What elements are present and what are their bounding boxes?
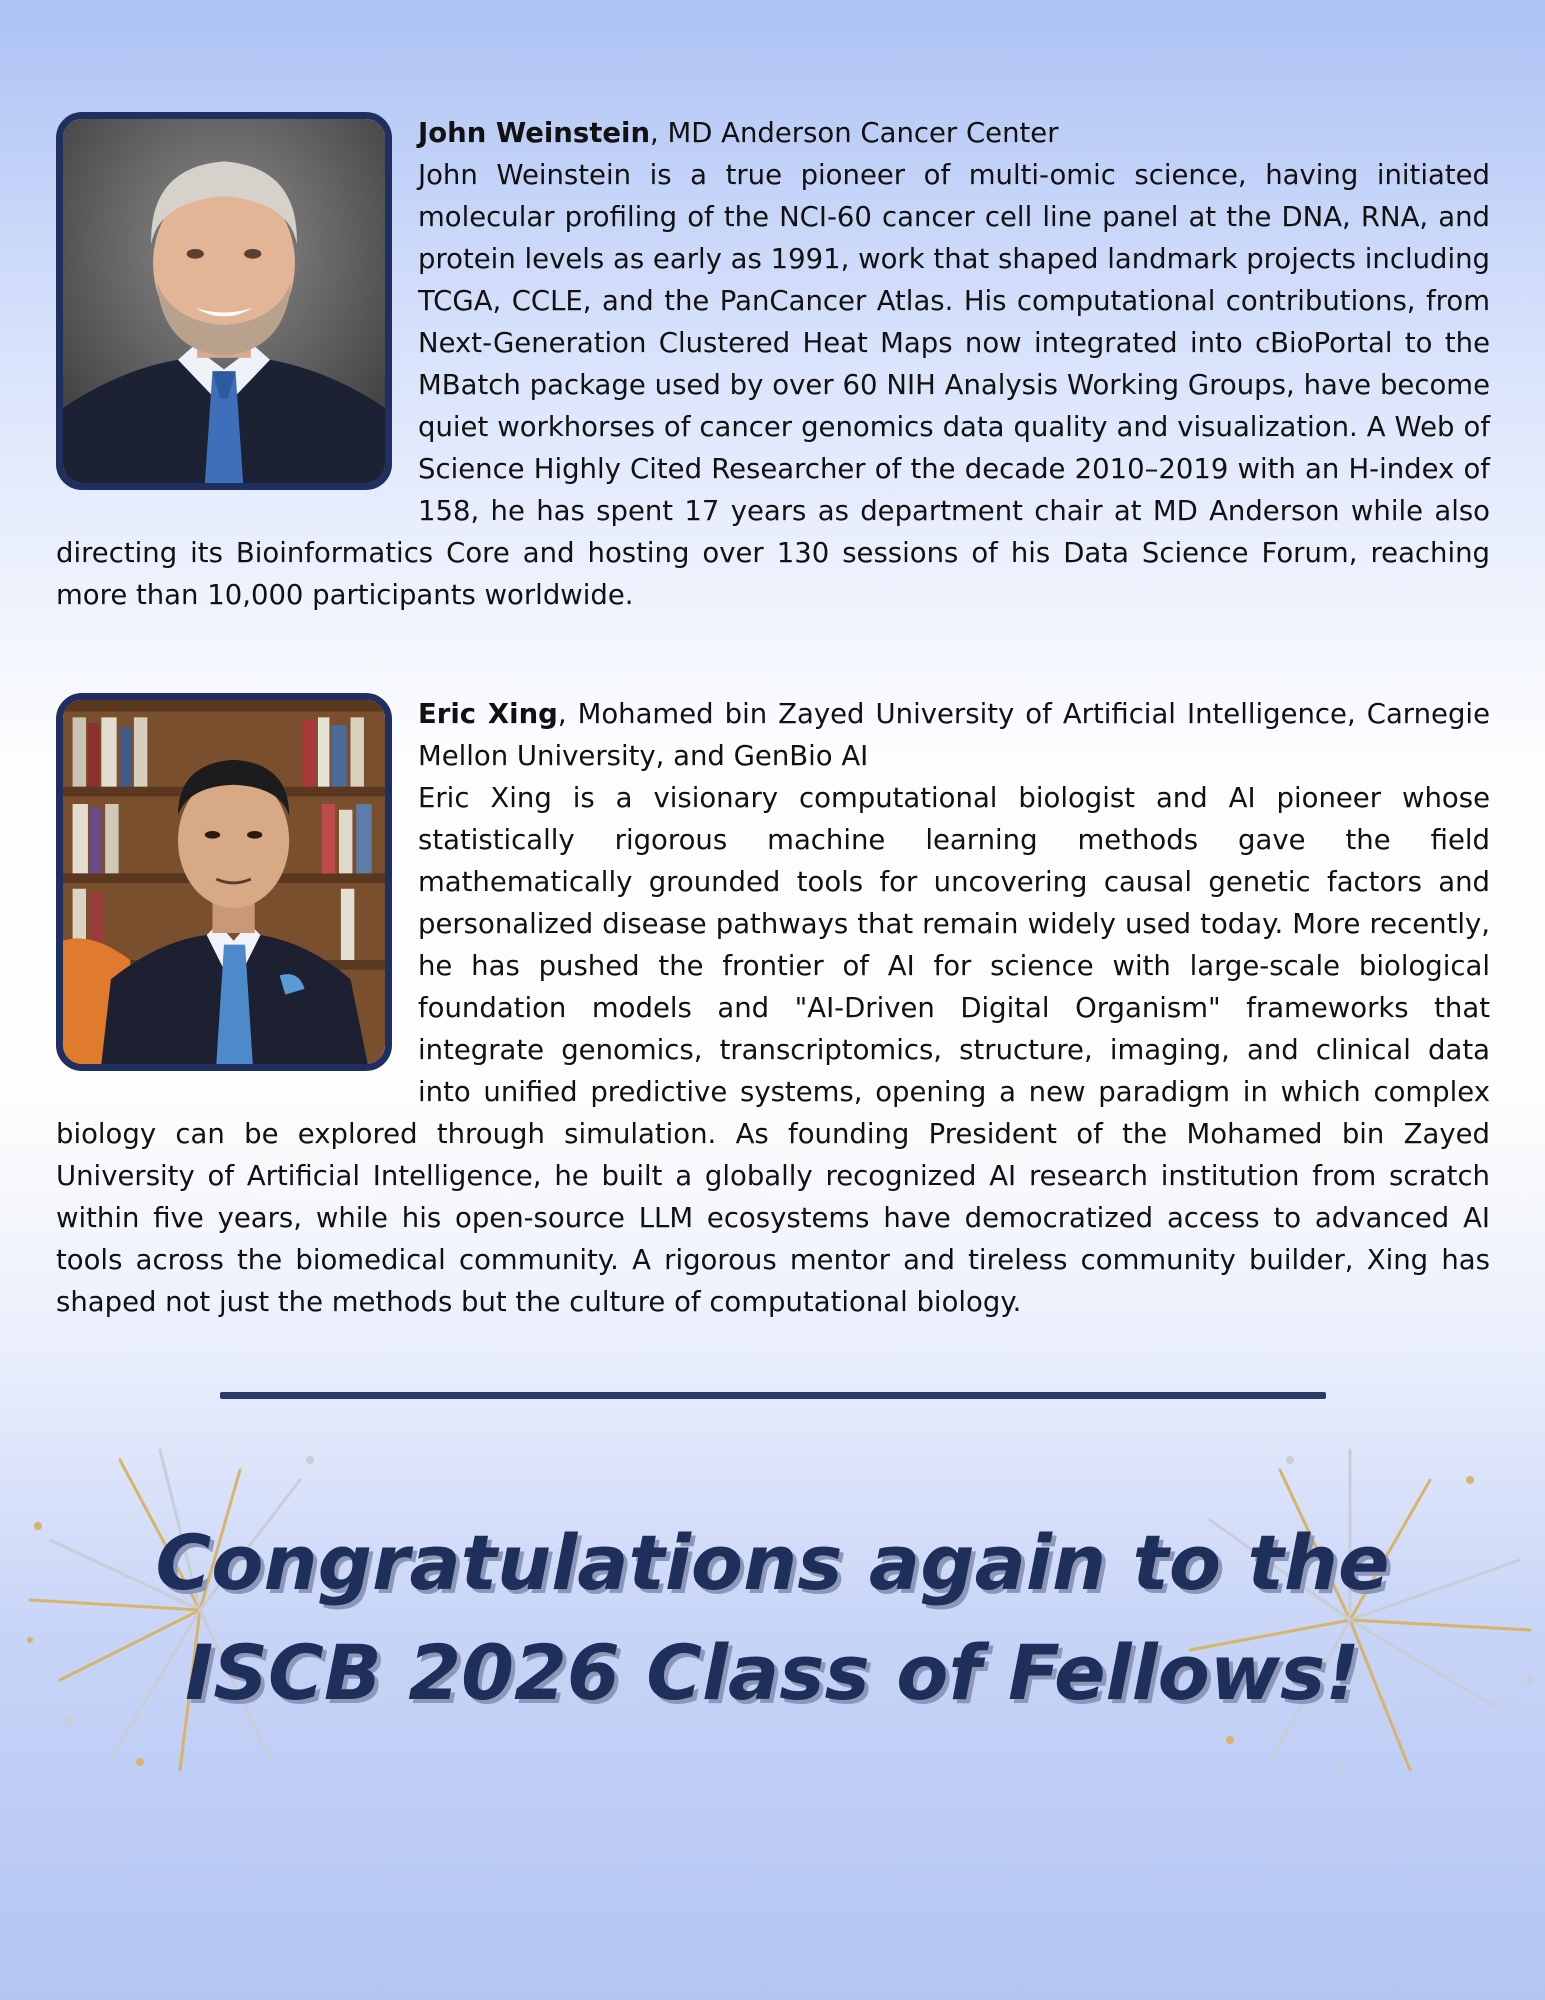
xing-portrait [56, 693, 392, 1071]
closing-congratulations [0, 1508, 1545, 1728]
fellow-description: Eric Xing is a visionary computational biologist and AI pioneer whose statistically rigorous machine learning methods gave the field mathematically grounded tools for uncovering causal genetic factors and personalized disease pathways that remain widely used today. More recently, he has pushed the frontier of AI for science with large-scale biological foundation models and "AI-Driven Digital Organism" frameworks that integrate genomics, transcriptomics, structure, imaging, and clinical data into unified predictive systems, opening a new paradigm in which complex biology can be explored through simulation. As founding President of the Mohamed bin Zayed University of Artificial Intelligence, he built a globally recognized AI research institution from scratch within five years, while his open-source LLM ecosystems have democratized access to advanced AI tools across the biomedical community. A rigorous mentor and tireless community builder, Xing has shaped not just the methods but the culture of computational biology. [56, 782, 1490, 1318]
closing-line-2: ISCB 2026 Class of Fellows! [185, 1628, 1360, 1717]
fellow-affiliation: , MD Anderson Cancer Center [650, 117, 1059, 149]
fellow-bio-xing [56, 693, 1490, 1323]
fellow-name: John Weinstein [418, 117, 651, 149]
section-divider [220, 1392, 1326, 1399]
fellow-name: Eric Xing [418, 698, 558, 730]
fellow-description: John Weinstein is a true pioneer of multi-omic science, having initiated molecular profiling of the NCI-60 cancer cell line panel at the DNA, RNA, and protein levels as early as 1991, work that shaped landmark projects including TCGA, CCLE, and the PanCancer Atlas. His computational contributions, from Next-Generation Clustered Heat Maps now integrated into cBioPortal to the MBatch package used by over 60 NIH Analysis Working Groups, have become quiet workhorses of cancer genomics data quality and visualization. A Web of Science Highly Cited Researcher of the decade 2010–2019 with an H-index of 158, he has spent 17 years as department chair at MD Anderson while also directing its Bioinformatics Core and hosting over 130 sessions of his Data Science Forum, reaching more than 10,000 participants worldwide. [56, 159, 1490, 611]
fellow-affiliation: , Mohamed bin Zayed University of Artificial Intelligence, Carnegie Mellon University, and GenBio AI [418, 698, 1490, 772]
fellow-bio-weinstein [56, 112, 1490, 616]
closing-line-1: Congratulations again to the [155, 1518, 1390, 1607]
weinstein-portrait [56, 112, 392, 490]
